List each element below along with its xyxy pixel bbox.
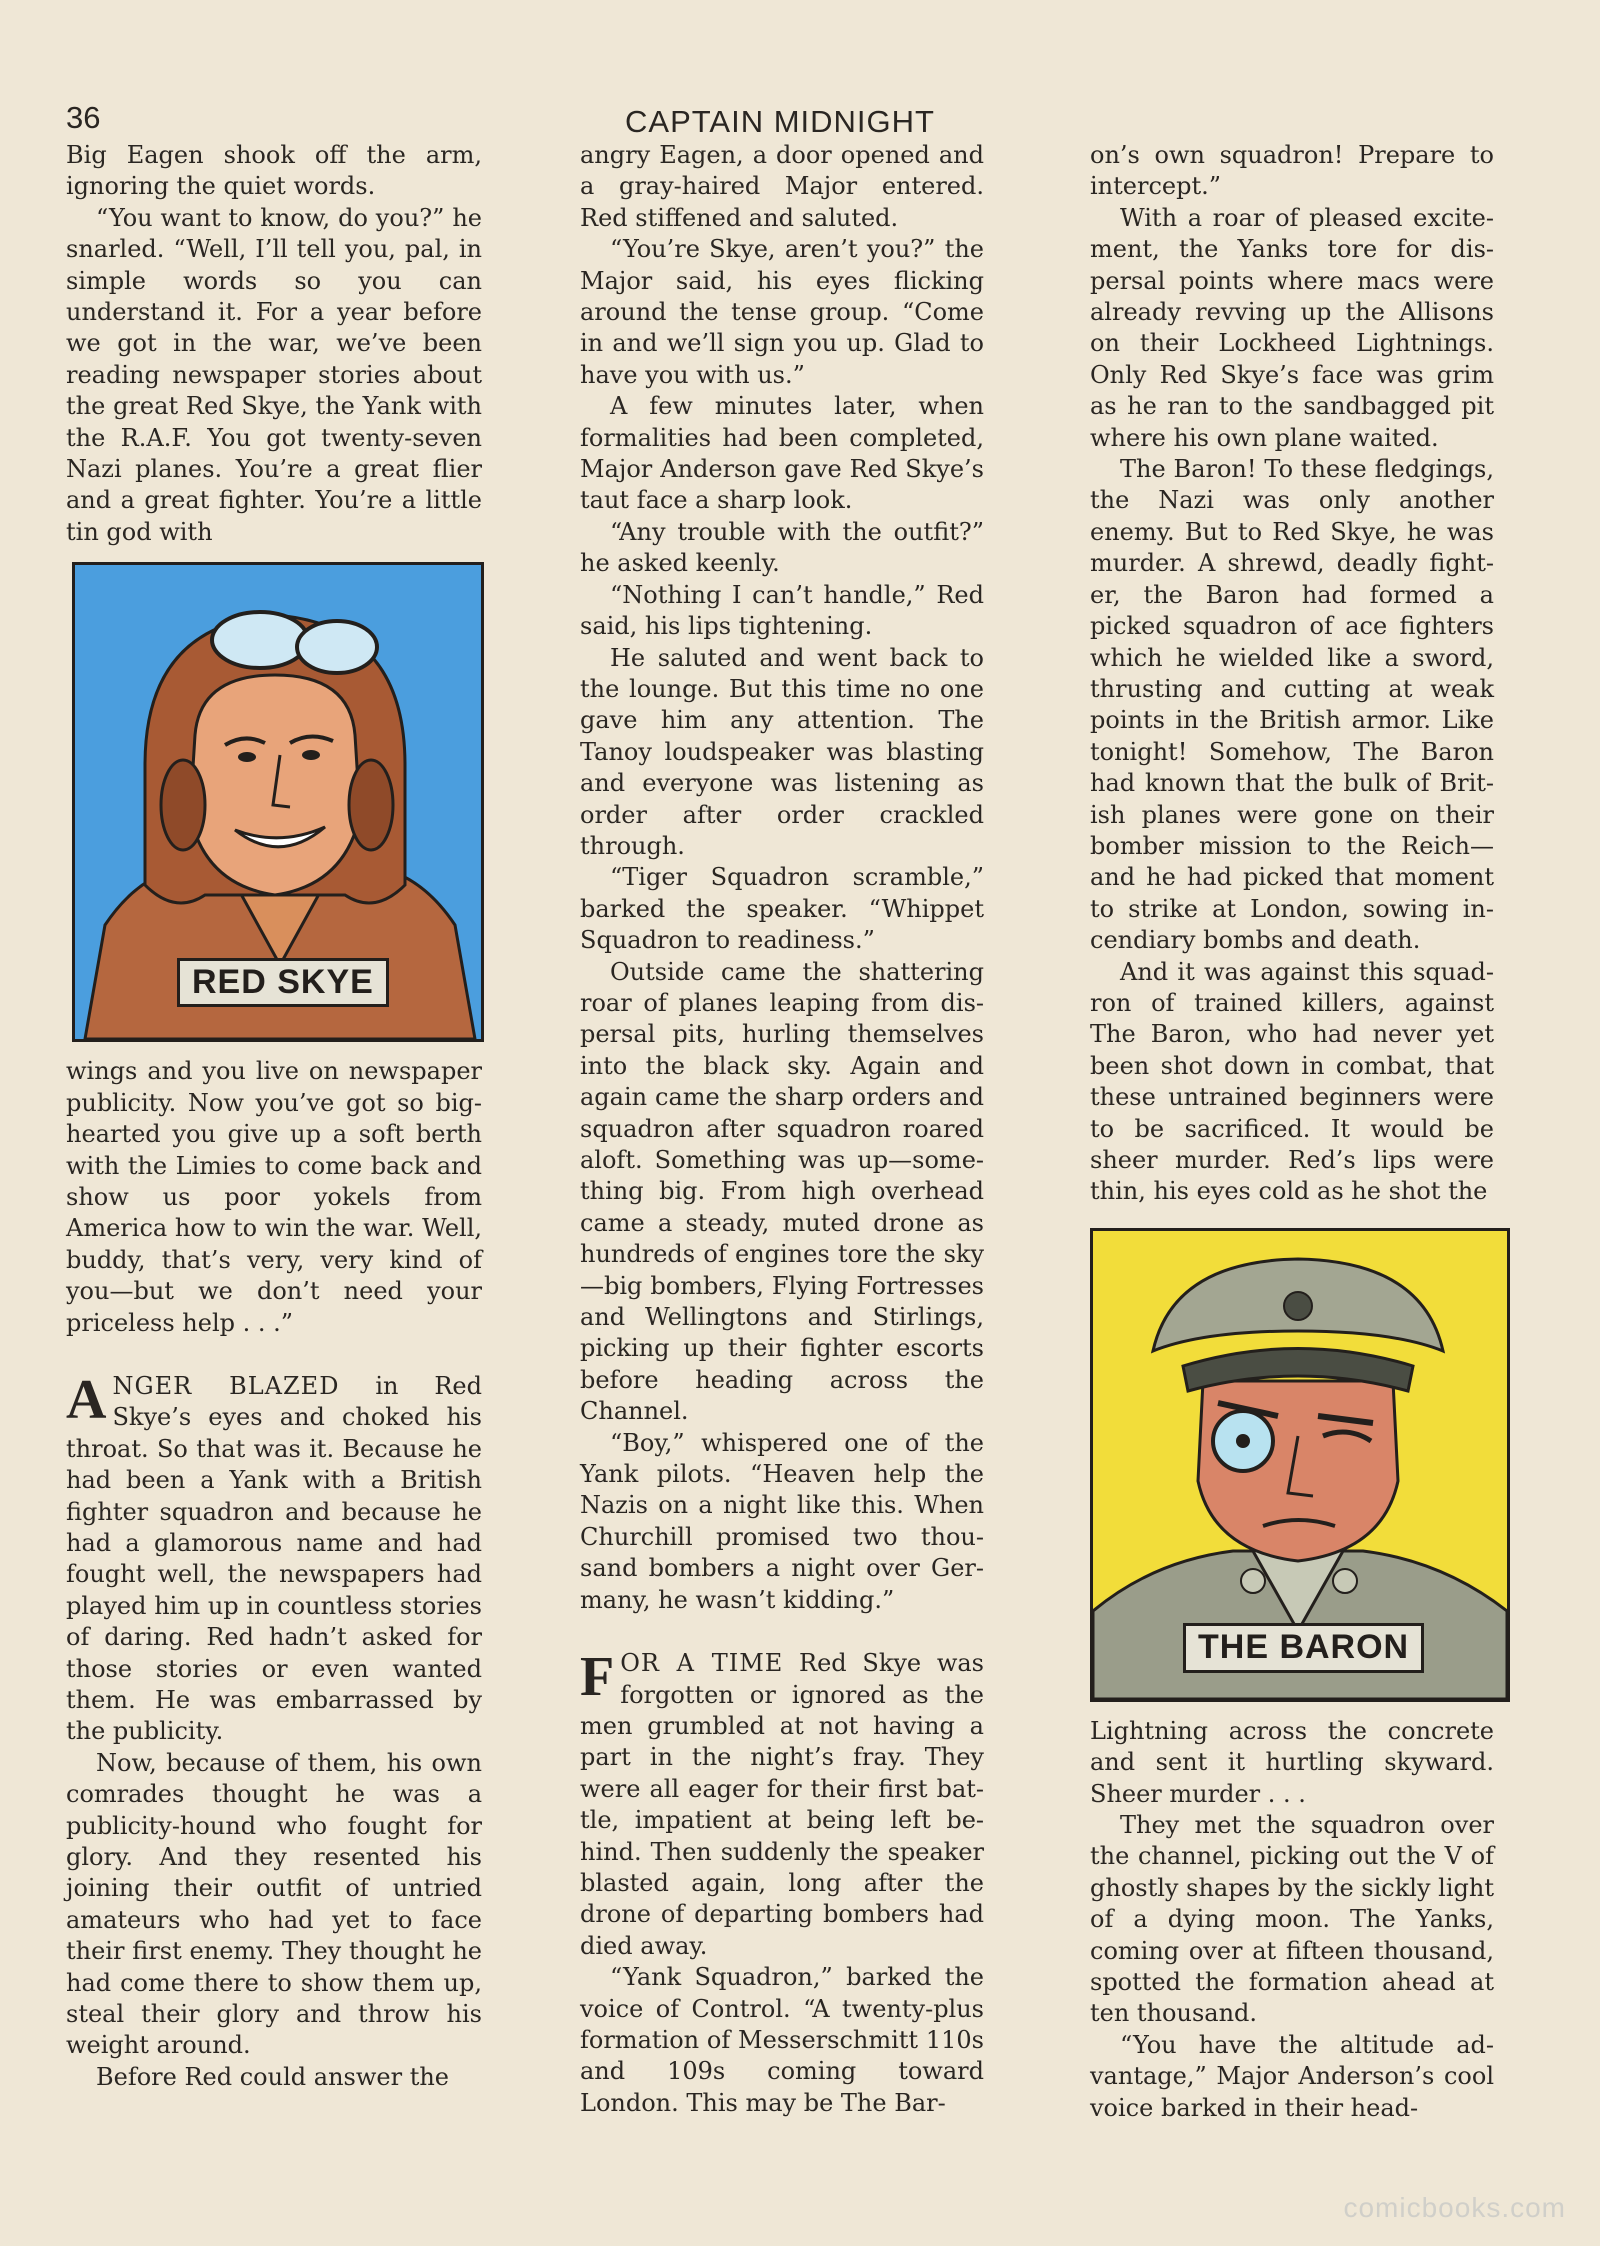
paragraph: Now, because of them, his own comrades thought he was a publicity-hound who fought for glory. And they resented his joining their outfit of untried amateurs who had yet to face their first enemy. They thought he had come there to show them up, steal their glory and throw his weight around. (66, 1748, 482, 2060)
column-3 (1090, 140, 1494, 2124)
paragraph: “You have the altitude advantage,” Major Anderson’s cool voice barked in their head- (1090, 2030, 1494, 2122)
red-skye-portrait (72, 562, 484, 1042)
small-caps-lead: OR A TIME (620, 1649, 784, 1678)
paragraph: “You’re Skye, aren’t you?” the Major said, his eyes flicking around the tense group. “Come in and we’ll sign you up. Glad to have you with us.” (580, 235, 984, 389)
paragraph: “Nothing I can’t handle,” Red said, his lips tightening. (580, 580, 984, 641)
paragraph: “Boy,” whispered one of the Yank pilots. “Heaven help the Nazis on a night like this. When Churchill promised two thousand bombers a night over Germany, he wasn’t kidding.” (580, 1428, 984, 1614)
paragraph-text: in Red Skye’s eyes and choked his throat. So that was it. Because he had been a Yank with a British fighter squadron and because he had a glamorous name and had fought well, the newspapers had played him up in countless stories of daring. Red hadn’t asked for those stories or even wanted them. He was embarrassed by the publicity. (66, 1371, 483, 1746)
paragraph: “Tiger Squadron scramble,” barked the speaker. “Whippet Squadron to readiness.” (580, 863, 984, 955)
paragraph: Big Eagen shook off the arm, ignoring the quiet words. (66, 141, 482, 201)
column-1 (66, 140, 482, 2093)
paragraph: wings and you live on newspaper publicity. Now you’ve got so big-hearted you give up a soft berth with the Limies to come back and show us poor yokels from America how to win the war. Well, buddy, that’s very, very kind of you—but we don’t need your priceless help . . .” (66, 1057, 482, 1337)
paragraph-text: Red Skye was forgotten or ignored as the men grumbled at not having a part in the night’s fray. They were all eager for their first battle, impatient at being left behind. Then suddenly the speaker blasted again, long after the drone of departing bombers had died away. (580, 1649, 985, 1960)
paragraph: “Yank Squadron,” barked the voice of Control. “A twenty-plus formation of Messerschmitt 110s and 109s coming toward London. This may be The Bar- (580, 1963, 984, 2117)
page-number: 36 (66, 100, 101, 135)
section-paragraph (580, 1648, 984, 1962)
small-caps-lead: NGER BLAZED (112, 1371, 340, 1400)
drop-cap: F (580, 1646, 615, 1709)
paragraph: And it was against this squadron of trained killers, against The Baron, who had never yet been shot down in combat, that these untrained beginners were to be sacrificed. It would be sheer murder. Red’s lips were thin, his eyes cold as he shot the (1090, 957, 1494, 1206)
paragraph: Before Red could answer the (96, 2062, 449, 2091)
baron-portrait (1090, 1228, 1510, 1702)
paragraph: “Any trouble with the outfit?” he asked keenly. (580, 517, 984, 578)
watermark: comicbooks.com (1343, 2192, 1566, 2223)
paragraph: Outside came the shattering roar of planes leaping from dispersal pits, hurling themselves into the black sky. Again and again came the sharp orders and squadron after squadron roared aloft. Something was up—something big. From high overhead came a steady, muted drone as hundreds of engines tore the sky—big bombers, Flying Fortresses and Wellingtons and Stirlings, picking up their fighter escorts before heading across the Channel. (580, 957, 984, 1426)
paragraph: Lightning across the concrete and sent it hurtling skyward. Sheer murder . . . (1090, 1716, 1494, 1808)
paragraph: angry Eagen, a door opened and a gray-haired Major entered. Red stiffened and saluted. (580, 141, 984, 232)
baron-caption: THE BARON (1183, 1623, 1424, 1672)
red-skye-caption: RED SKYE (177, 958, 389, 1007)
paragraph: “You want to know, do you?” he snarled. “Well, I’ll tell you, pal, in simple words so you can understand it. For a year before we got in the war, we’ve been reading newspaper stories about the great Red Skye, the Yank with the R.A.F. You got twenty-seven Nazi planes. You’re a great flier and a great fighter. You’re a little tin god with (66, 203, 482, 546)
paragraph: A few minutes later, when formalities had been completed, Major Anderson gave Red Skye’s taut face a sharp look. (580, 392, 984, 515)
paragraph: He saluted and went back to the lounge. But this time no one gave him any attention. The Tanoy loudspeaker was blasting and everyone was listening as order after order crackled through. (580, 643, 984, 860)
paragraph: With a roar of pleased excitement, the Yanks tore for dispersal points where macs were already revving up the Allisons on their Lockheed Lightnings. Only Red Skye’s face was grim as he ran to the sandbagged pit where his own plane waited. (1090, 203, 1494, 452)
running-head: CAPTAIN MIDNIGHT (625, 104, 935, 139)
section-paragraph (66, 1368, 483, 1748)
paragraph: They met the squadron over the channel, picking out the V of ghostly shapes by the sickly light of a dying moon. The Yanks, coming over at fifteen thousand, spotted the formation ahead at ten thousand. (1090, 1811, 1494, 2028)
paragraph: The Baron! To these fledgings, the Nazi was only another enemy. But to Red Skye, he was murder. A shrewd, deadly fighter, the Baron had formed a picked squadron of ace fighters which he wielded like a sword, thrusting and cutting at weak points in the British armor. Like tonight! Somehow, The Baron had known that the bulk of British planes were gone on their bomber mission to the Reich—and he had picked that moment to strike at London, sowing incendiary bombs and death. (1090, 455, 1494, 955)
drop-cap: A (66, 1368, 107, 1431)
column-2 (580, 140, 984, 2119)
paragraph: on’s own squadron! Prepare to intercept.” (1090, 141, 1494, 201)
